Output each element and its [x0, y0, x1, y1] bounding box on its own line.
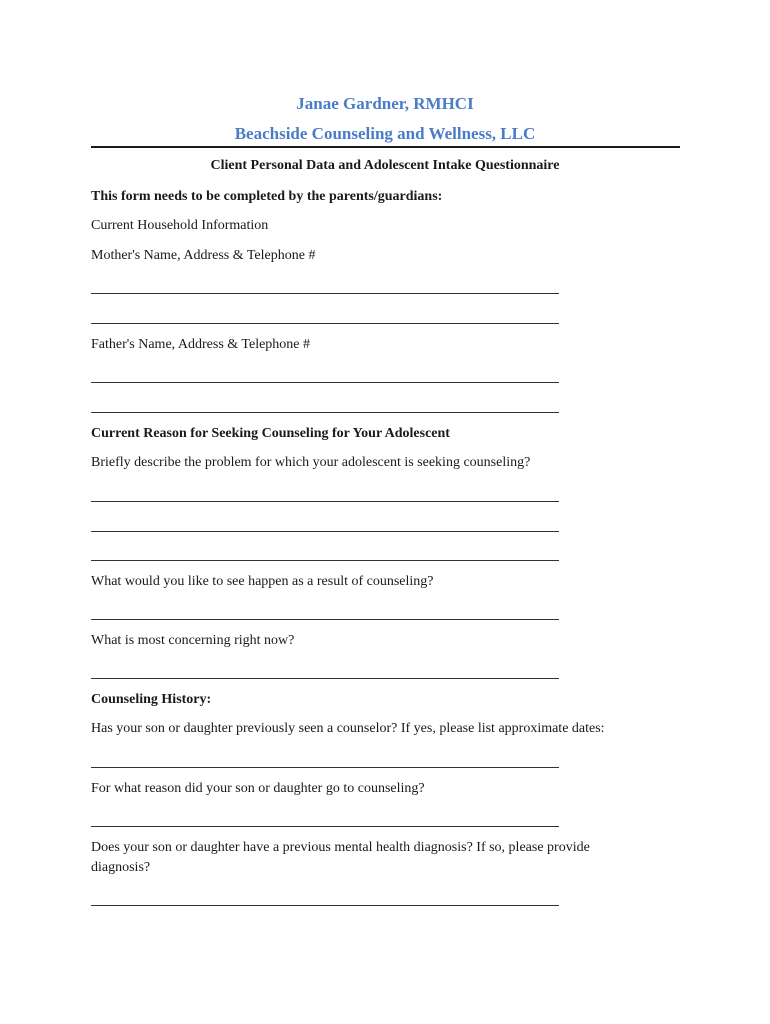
concern-question: What is most concerning right now? [91, 633, 295, 648]
header-divider [91, 146, 680, 148]
history-section-heading: Counseling History: [91, 692, 212, 707]
problem-question: Briefly describe the problem for which your adolescent is seeking counseling? [91, 455, 531, 470]
household-section-label: Current Household Information [91, 218, 269, 233]
outcome-answer-line[interactable] [91, 619, 559, 620]
problem-answer-line-2[interactable] [91, 531, 559, 532]
prior-reason-answer-line[interactable] [91, 826, 559, 827]
father-info-label: Father's Name, Address & Telephone # [91, 337, 311, 352]
prior-counselor-answer-line[interactable] [91, 767, 559, 768]
organization-name: Beachside Counseling and Wellness, LLC [234, 124, 536, 143]
problem-answer-line-1[interactable] [91, 501, 559, 502]
father-info-line-1[interactable] [91, 382, 559, 383]
counselor-name: Janae Gardner, RMHCI [296, 94, 474, 113]
instructions-text: This form needs to be completed by the parents/guardians: [91, 189, 443, 204]
mother-info-line-2[interactable] [91, 323, 559, 324]
concern-answer-line[interactable] [91, 678, 559, 679]
form-title: Client Personal Data and Adolescent Intake Questionnaire [210, 158, 560, 173]
prior-counselor-question: Has your son or daughter previously seen a counselor? If yes, please list approximate dates: [91, 721, 605, 736]
reason-section-heading: Current Reason for Seeking Counseling for Your Adolescent [91, 426, 450, 441]
mother-info-line-1[interactable] [91, 293, 559, 294]
outcome-question: What would you like to see happen as a result of counseling? [91, 574, 434, 589]
diagnosis-answer-line[interactable] [91, 905, 559, 906]
mother-info-label: Mother's Name, Address & Telephone # [91, 248, 316, 263]
prior-reason-question: For what reason did your son or daughter go to counseling? [91, 781, 425, 796]
problem-answer-line-3[interactable] [91, 560, 559, 561]
diagnosis-question: Does your son or daughter have a previous mental health diagnosis? If so, please provide diagnosis? [91, 840, 590, 875]
father-info-line-2[interactable] [91, 412, 559, 413]
